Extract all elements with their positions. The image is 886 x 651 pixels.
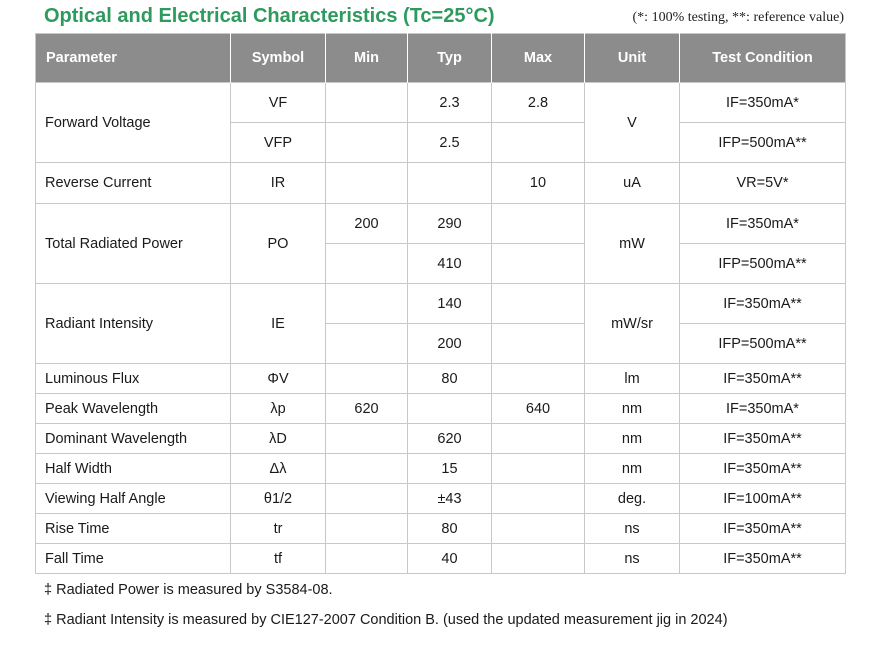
- typ-cell: 620: [408, 424, 492, 454]
- table-row: [36, 514, 846, 544]
- min-cell: 620: [326, 394, 408, 424]
- max-cell: [492, 514, 585, 544]
- table-row: [36, 484, 846, 514]
- min-cell: 200: [326, 204, 408, 244]
- unit-cell: uA: [585, 163, 680, 204]
- param-cell: Fall Time: [36, 544, 231, 574]
- min-cell: [326, 484, 408, 514]
- param-cell: Dominant Wavelength: [36, 424, 231, 454]
- condition-cell: IF=350mA*: [680, 394, 846, 424]
- condition-cell: IF=350mA*: [680, 204, 846, 244]
- typ-cell: 410: [408, 244, 492, 284]
- footnote-radiated-power: ‡ Radiated Power is measured by S3584-08.: [44, 582, 333, 598]
- symbol-cell: Δλ: [231, 454, 326, 484]
- condition-cell: IF=350mA**: [680, 454, 846, 484]
- typ-cell: 2.5: [408, 123, 492, 163]
- header-symbol: Symbol: [231, 34, 326, 83]
- max-cell: [492, 284, 585, 324]
- max-cell: [492, 244, 585, 284]
- typ-cell: [408, 394, 492, 424]
- param-cell: Rise Time: [36, 514, 231, 544]
- max-cell: [492, 324, 585, 364]
- typ-cell: 80: [408, 364, 492, 394]
- condition-cell: IFP=500mA**: [680, 123, 846, 163]
- header-unit: Unit: [585, 34, 680, 83]
- page-title: Optical and Electrical Characteristics (Tc=25°C): [44, 5, 495, 27]
- max-cell: [492, 204, 585, 244]
- table-row: [36, 163, 846, 204]
- param-cell: Viewing Half Angle: [36, 484, 231, 514]
- table-row: [36, 394, 846, 424]
- header-min: Min: [326, 34, 408, 83]
- symbol-cell: ΦV: [231, 364, 326, 394]
- testing-note: (*: 100% testing, **: reference value): [632, 10, 844, 25]
- condition-cell: IF=350mA**: [680, 424, 846, 454]
- min-cell: [326, 364, 408, 394]
- condition-cell: IFP=500mA**: [680, 244, 846, 284]
- symbol-cell: tr: [231, 514, 326, 544]
- typ-cell: 200: [408, 324, 492, 364]
- typ-cell: 80: [408, 514, 492, 544]
- characteristics-table: [35, 33, 846, 574]
- max-cell: [492, 454, 585, 484]
- symbol-cell: VFP: [231, 123, 326, 163]
- typ-cell: 2.3: [408, 83, 492, 123]
- min-cell: [326, 514, 408, 544]
- unit-cell: mW/sr: [585, 284, 680, 364]
- max-cell: 640: [492, 394, 585, 424]
- table-row: [36, 544, 846, 574]
- unit-cell: ns: [585, 514, 680, 544]
- header-typ: Typ: [408, 34, 492, 83]
- condition-cell: IF=350mA**: [680, 544, 846, 574]
- max-cell: 10: [492, 163, 585, 204]
- typ-cell: 15: [408, 454, 492, 484]
- symbol-cell: IE: [231, 284, 326, 364]
- min-cell: [326, 544, 408, 574]
- max-cell: [492, 364, 585, 394]
- param-cell: Reverse Current: [36, 163, 231, 204]
- param-cell: Total Radiated Power: [36, 204, 231, 284]
- param-cell: Forward Voltage: [36, 83, 231, 163]
- max-cell: [492, 484, 585, 514]
- min-cell: [326, 83, 408, 123]
- condition-cell: IF=350mA*: [680, 83, 846, 123]
- unit-cell: lm: [585, 364, 680, 394]
- header-row: [36, 34, 846, 83]
- header-test-condition: Test Condition: [680, 34, 846, 83]
- table-row: [36, 424, 846, 454]
- min-cell: [326, 163, 408, 204]
- param-cell: Half Width: [36, 454, 231, 484]
- condition-cell: IF=350mA**: [680, 514, 846, 544]
- symbol-cell: IR: [231, 163, 326, 204]
- header-max: Max: [492, 34, 585, 83]
- condition-cell: IF=350mA**: [680, 284, 846, 324]
- symbol-cell: tf: [231, 544, 326, 574]
- symbol-cell: λD: [231, 424, 326, 454]
- unit-cell: mW: [585, 204, 680, 284]
- unit-cell: V: [585, 83, 680, 163]
- condition-cell: IFP=500mA**: [680, 324, 846, 364]
- table-row: [36, 364, 846, 394]
- typ-cell: 40: [408, 544, 492, 574]
- min-cell: [326, 454, 408, 484]
- unit-cell: nm: [585, 394, 680, 424]
- unit-cell: deg.: [585, 484, 680, 514]
- typ-cell: 290: [408, 204, 492, 244]
- condition-cell: IF=100mA**: [680, 484, 846, 514]
- symbol-cell: PO: [231, 204, 326, 284]
- symbol-cell: VF: [231, 83, 326, 123]
- min-cell: [326, 123, 408, 163]
- unit-cell: nm: [585, 424, 680, 454]
- max-cell: [492, 544, 585, 574]
- max-cell: [492, 123, 585, 163]
- max-cell: [492, 424, 585, 454]
- table-row: [36, 284, 846, 324]
- typ-cell: ±43: [408, 484, 492, 514]
- param-cell: Radiant Intensity: [36, 284, 231, 364]
- table-row: [36, 83, 846, 123]
- condition-cell: IF=350mA**: [680, 364, 846, 394]
- max-cell: 2.8: [492, 83, 585, 123]
- param-cell: Peak Wavelength: [36, 394, 231, 424]
- min-cell: [326, 284, 408, 324]
- symbol-cell: θ1/2: [231, 484, 326, 514]
- table-row: [36, 204, 846, 244]
- unit-cell: ns: [585, 544, 680, 574]
- unit-cell: nm: [585, 454, 680, 484]
- typ-cell: [408, 163, 492, 204]
- header-parameter: Parameter: [36, 34, 231, 83]
- min-cell: [326, 424, 408, 454]
- min-cell: [326, 244, 408, 284]
- footnote-radiant-intensity: ‡ Radiant Intensity is measured by CIE127-2007 Condition B. (used the updated measurement jig in 2024): [44, 612, 728, 628]
- condition-cell: VR=5V*: [680, 163, 846, 204]
- table-row: [36, 454, 846, 484]
- min-cell: [326, 324, 408, 364]
- typ-cell: 140: [408, 284, 492, 324]
- symbol-cell: λp: [231, 394, 326, 424]
- param-cell: Luminous Flux: [36, 364, 231, 394]
